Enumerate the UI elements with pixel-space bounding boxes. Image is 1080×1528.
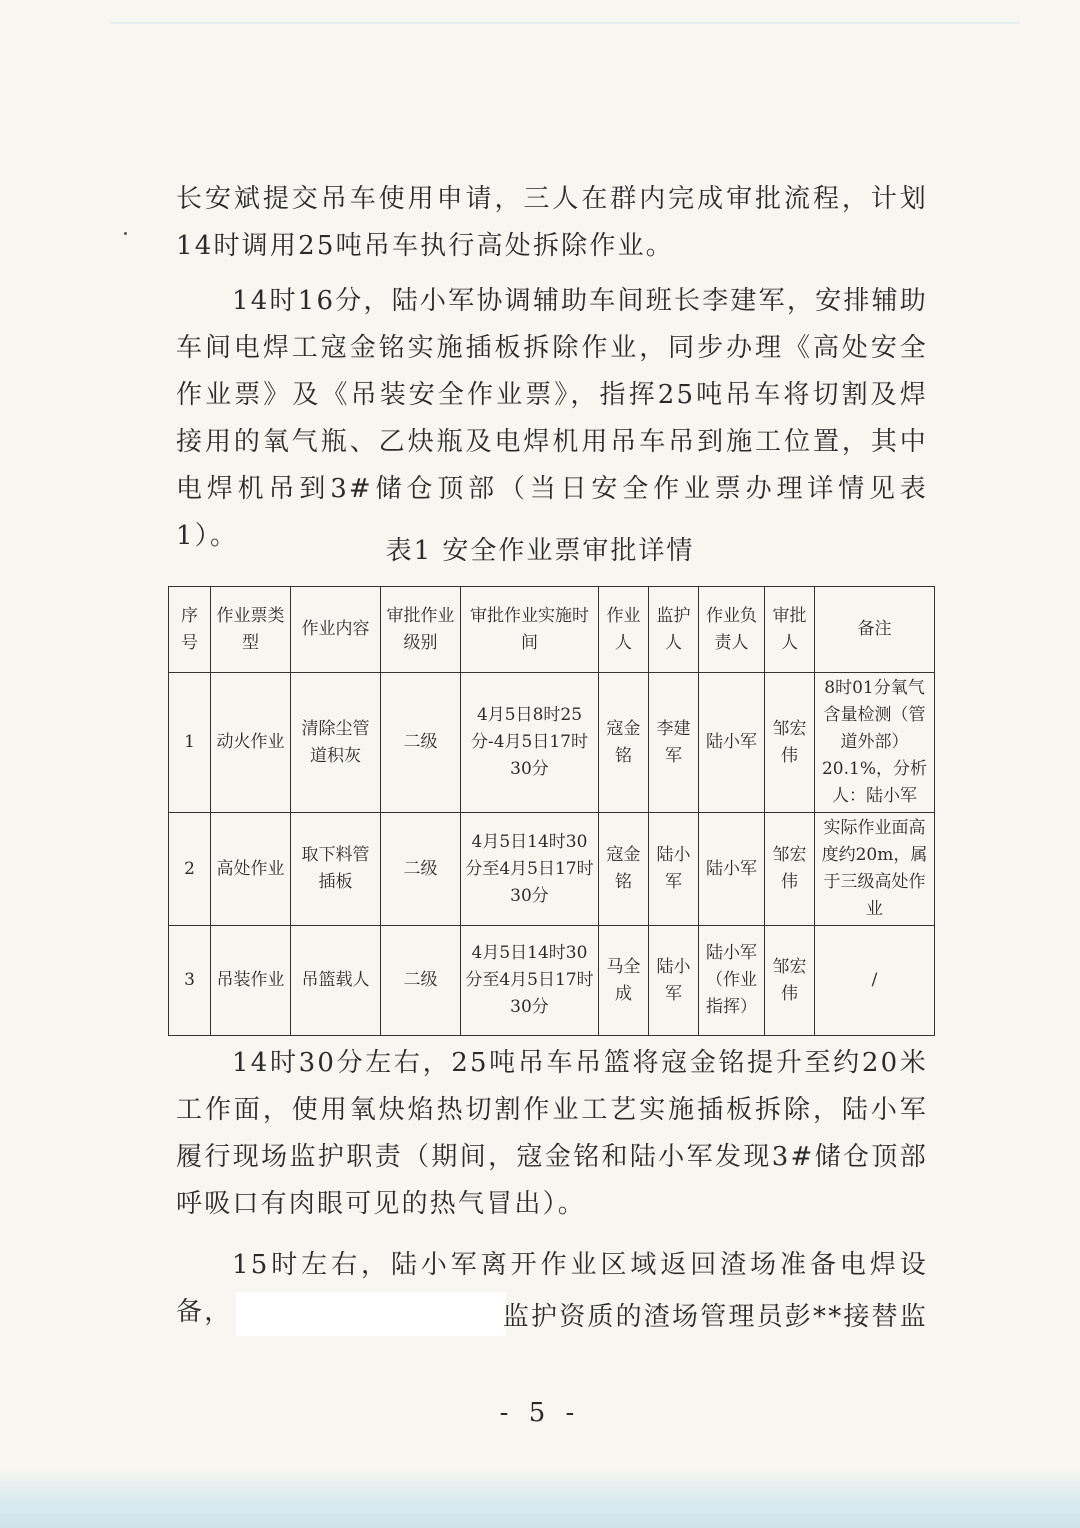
table-cell: 高处作业: [211, 813, 291, 926]
scan-bottom-edge: [0, 1468, 1080, 1528]
table-row: [169, 813, 935, 926]
table-cell: 实际作业面高度约20m，属于三级高处作业: [815, 813, 935, 926]
header-cell: 作业负责人: [699, 587, 765, 673]
table-cell: 吊篮载人: [291, 926, 381, 1036]
scan-top-edge: [110, 22, 1020, 24]
header-cell: 备注: [815, 587, 935, 673]
table-header-row: [169, 587, 935, 673]
header-cell: 审批作业实施时间: [461, 587, 599, 673]
table-cell: 4月5日14时30分至4月5日17时30分: [461, 926, 599, 1036]
table-cell: 邹宏伟: [765, 813, 815, 926]
header-cell: 作业票类型: [211, 587, 291, 673]
table-cell: 二级: [381, 673, 461, 813]
paragraph-5: 监护资质的渣场管理员彭**接替监: [502, 1302, 928, 1332]
header-cell: 作业内容: [291, 587, 381, 673]
table-cell: 2: [169, 813, 211, 926]
table-cell: 1: [169, 673, 211, 813]
table-cell: 陆小军（作业指挥）: [699, 926, 765, 1036]
paragraph-4: 15时左右，陆小军离开作业区域返回渣场准备电焊设备，: [176, 1250, 928, 1327]
table-cell: 吊装作业: [211, 926, 291, 1036]
table-cell: 二级: [381, 926, 461, 1036]
paragraph-2: 14时16分，陆小军协调辅助车间班长李建军，安排辅助车间电焊工寇金铭实施插板拆除作业，同步办理《高处安全作业票》及《吊装安全作业票》，指挥25吨吊车将切割及焊接用的氧气瓶、乙炔瓶及电焊机用吊车吊到施工位置，其中电焊机吊到3#储仓顶部（当日安全作业票办理详情见表1）。: [176, 286, 928, 551]
table-cell: 陆小军: [699, 673, 765, 813]
table-cell: 邹宏伟: [765, 926, 815, 1036]
paragraph-1: 长安斌提交吊车使用申请，三人在群内完成审批流程，计划14时调用25吨吊车执行高处拆除作业。: [176, 184, 928, 261]
table-cell: 4月5日8时25分-4月5日17时30分: [461, 673, 599, 813]
table-cell: 陆小军: [699, 813, 765, 926]
table-cell: 4月5日14时30分至4月5日17时30分: [461, 813, 599, 926]
page-number: - 5 -: [499, 1398, 581, 1428]
header-cell: 审批作业级别: [381, 587, 461, 673]
table-cell: 邹宏伟: [765, 673, 815, 813]
header-cell: 监护人: [649, 587, 699, 673]
table-cell: 清除尘管道积灰: [291, 673, 381, 813]
table-row: [169, 673, 935, 813]
table-cell: 寇金铭: [599, 813, 649, 926]
safety-ticket-table: [168, 586, 935, 1036]
header-cell: 审批人: [765, 587, 815, 673]
table-cell: 动火作业: [211, 673, 291, 813]
table-caption: 表1 安全作业票审批详情: [385, 536, 695, 566]
table-cell: 陆小军: [649, 813, 699, 926]
header-cell: 序号: [169, 587, 211, 673]
table-cell: 陆小军: [649, 926, 699, 1036]
table-cell: 马全成: [599, 926, 649, 1036]
scan-speck: [124, 232, 127, 235]
table-cell: 李建军: [649, 673, 699, 813]
table-row: [169, 926, 935, 1036]
table-cell: 寇金铭: [599, 673, 649, 813]
table-cell: 8时01分氧气含量检测（管道外部）20.1%，分析人：陆小军: [815, 673, 935, 813]
table-cell: /: [815, 926, 935, 1036]
paragraph-3: 14时30分左右，25吨吊车吊篮将寇金铭提升至约20米工作面，使用氧炔焰热切割作业工艺实施插板拆除，陆小军履行现场监护职责（期间，寇金铭和陆小军发现3#储仓顶部呼吸口有肉眼可见的热气冒出）。: [176, 1048, 928, 1219]
table-cell: 3: [169, 926, 211, 1036]
table-cell: 二级: [381, 813, 461, 926]
table-cell: 取下料管插板: [291, 813, 381, 926]
header-cell: 作业人: [599, 587, 649, 673]
